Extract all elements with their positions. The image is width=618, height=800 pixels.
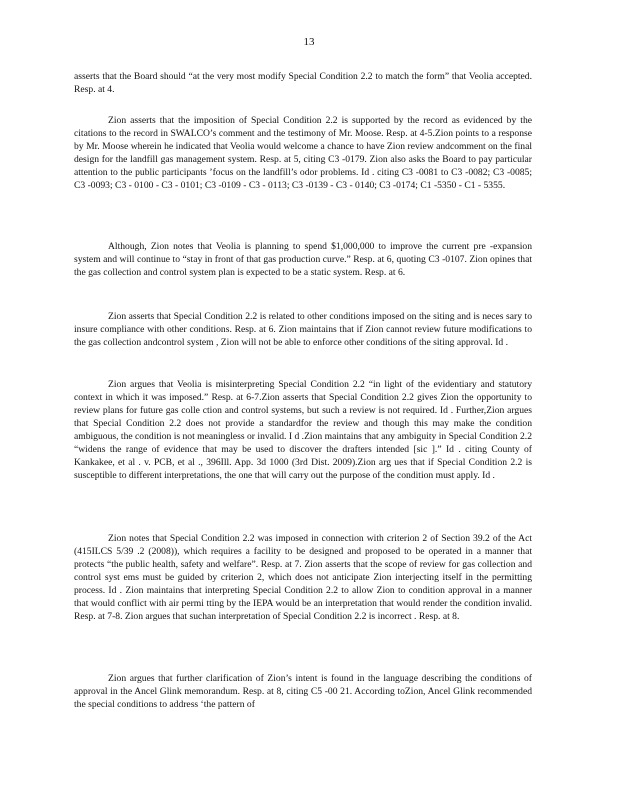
paragraph-ancel-glink: Zion argues that further clarification of Zion’s intent is found in the language describing the conditions of approval in the Ancel Glink memorandum. Resp. at 8, citing C5 -00 21. According toZion, Ancel Glink recommended the special conditions to address ‘the pattern of	[74, 673, 532, 710]
paragraph-criterion-2: Zion notes that Special Condition 2.2 was imposed in connection with criterion 2 of Section 39.2 of the Act (415ILCS 5/39 .2 (2008)), which requires a facility to be designed and proposed to be operated in a manner that protects “the public health, safety and welfare”. Resp. at 7. Zion asserts that the scope of review for gas collection and control syst ems must be guided by criterion 2, which does not anticipate Zion interjecting itself in the permitting process. Id . Zion maintains that interpreting Special Condition 2.2 to allow Zion to condition approval in a manner that would conflict with air permi tting by the IEPA would be an interpretation that would render the condition invalid. Resp. at 7-8. Zion argues that suchan interpretation of Special Condition 2.2 is incorrect . Resp. at 8.	[74, 533, 532, 622]
paragraph-expansion-system: Although, Zion notes that Veolia is planning to spend $1,000,000 to improve the current pre -expansion system and will continue to “stay in front of that gas production curve.” Resp. at 6, quoting C3 -0107. Zion opines that the gas collection and control system plan is expected to be a static system. Resp. at 6.	[74, 241, 532, 278]
paragraph-record-support: Zion asserts that the imposition of Special Condition 2.2 is supported by the record as evidenced by the citations to the record in SWALCO’s comment and the testimony of Mr. Moose. Resp. at 4-5.Zion points to a response by Mr. Moose wherein he indicated that Veolia would welcome a chance to have Zion review andcomment on the final design for the landfill gas management system. Resp. at 5, citing C3 -0179. Zion also asks the Board to pay particular attention to the public participants ’focus on the landfill’s odor problems. Id . citing C3 -0081 to C3 -0082; C3 -0085; C3 -0093; C3 - 0100 - C3 - 0101; C3 -0109 - C3 - 0113; C3 -0139 - C3 - 0140; C3 -0174; C1 -5350 - C1 - 5355.	[74, 115, 532, 191]
paragraph-misinterpretation: Zion argues that Veolia is misinterpreting Special Condition 2.2 “in light of the evidentiary and statutory context in which it was imposed.” Resp. at 6-7.Zion asserts that Special Condition 2.2 gives Zion the opportunity to review plans for future gas colle ction and control systems, but such a review is not required. Id . Further,Zion argues that Special Condition 2.2 does not provide a standardfor the review and though this may make the condition ambiguous, the condition is not meaningless or invalid. I d .Zion maintains that any ambiguity in Special Condition 2.2 “widens the range of evidence that may be used to discover the drafters intended [sic ].” Id . citing County of Kankakee, et al . v. PCB, et al ., 396Ill. App. 3d 1000 (3rd Dist. 2009).Zion arg ues that if Special Condition 2.2 is susceptible to different interpretations, the one that will carry out the purpose of the condition must apply. Id .	[74, 379, 532, 481]
paragraph-continuation: asserts that the Board should “at the very most modify Special Condition 2.2 to match the form” that Veolia accepted. Resp. at 4.	[74, 71, 532, 95]
paragraph-related-conditions: Zion asserts that Special Condition 2.2 is related to other conditions imposed on the siting and is neces sary to insure compliance with other conditions. Resp. at 6. Zion maintains that if Zion cannot review future modifications to the gas collection andcontrol system , Zion will not be able to enforce other conditions of the siting approval. Id .	[74, 311, 532, 348]
page-number: 13	[303, 36, 315, 48]
